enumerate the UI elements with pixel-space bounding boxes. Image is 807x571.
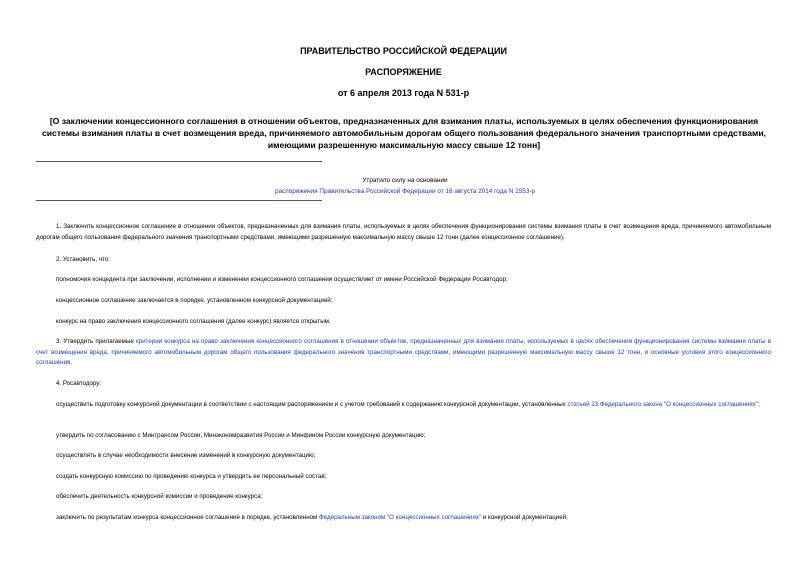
paragraph-4a (36, 400, 771, 411)
concession-law-link[interactable]: Федеральным законом "О концессионных соглашениях" (319, 514, 482, 521)
paragraph-4a-end: ; (758, 401, 760, 408)
paragraph-2c: конкурс на право заключения концессионного соглашения (далее конкурс) является открытым. (56, 318, 331, 325)
divider-top (36, 161, 322, 162)
paragraph-4: 4. Росавтодору: (56, 380, 102, 387)
paragraph-1: 1. Заключить концессионное соглашение в отношении объектов, предназначенных для взимания платы, используемых в целях обеспечения функционирования системы взимания платы в счет возмещения вреда, причиняемого автомобильным дорогам общего пользования федерального значения транспортными средствами, имеющими разрешенную максимальную массу свыше 12 тонн (далее концессионное соглашение). (36, 223, 771, 241)
paragraph-4f (36, 513, 771, 524)
paragraph-4d: создать конкурсную комиссию по проведению конкурса и утвердить ее персональный состав; (56, 473, 327, 480)
paragraph-4f-end: и конкурсной документацией; (481, 514, 568, 521)
status-note-text: Утратило силу на основании (362, 177, 448, 184)
divider-bottom (36, 200, 322, 201)
paragraph-4e: обеспечить деятельность конкурсной комиссии и проведение конкурса; (56, 493, 263, 500)
paragraph-4a-text: осуществить подготовку конкурсной документации в соответствии с настоящим распоряжением и с учетом требований к содержанию конкурсной документации, установленных (56, 401, 568, 408)
government-heading: ПРАВИТЕЛЬСТВО РОССИЙСКОЙ ФЕДЕРАЦИИ (300, 46, 507, 56)
law-article-link[interactable]: статьей 23 Федерального закона "О концессионных соглашениях" (567, 401, 759, 408)
paragraph-2b: концессионное соглашение заключается в порядке, установленном конкурсной документацией; (56, 297, 333, 304)
paragraph-2a: полномочия концедента при заключении, исполнении и изменении концессионного соглашения осуществляет от имени Российской Федерации Росавтодор; (56, 276, 508, 283)
paragraph-2: 2. Установить, что: (56, 256, 110, 263)
paragraph-4b: утвердить по согласованию с Минтрансом России, Минэкономразвития России и Минфином России конкурсную документацию; (56, 432, 426, 439)
document-title: [О заключении концессионного соглашения в отношении объектов, предназначенных для взимания платы, используемых в целях обеспечения функционирования системы взимания платы в счет возмещения вреда, причиняемого автомобильным дорогам общего пользования федерального значения транспортными средствами, имеющими разрешенную максимальную массу свыше 12 тонн] (41, 116, 767, 150)
status-note-link[interactable]: распоряжения Правительства Российской Федерации от 16 августа 2014 года N 1553-р (274, 188, 536, 195)
document-date-number: от 6 апреля 2013 года N 531-р (337, 88, 470, 98)
paragraph-3 (36, 337, 771, 369)
paragraph-3-text: 3. Утвердить прилагаемые (56, 338, 137, 345)
criteria-link[interactable]: критерии конкурса на право заключения концессионного соглашения в отношении объектов, предназначенных для взимания платы, используемых в целях обеспечения функционирования системы взимания платы в счет возмещения вреда, причиняемого автомобильным дорогам общего пользования федерального значения транспортными средствами, имеющими разрешенную максимальную массу свыше 12 тонн, и основные условия этого концессионного соглашения. (36, 338, 772, 366)
document-type-heading: РАСПОРЯЖЕНИЕ (365, 67, 442, 77)
status-note (240, 175, 570, 197)
paragraph-4c: осуществлять в случае необходимости внесение изменений в конкурсную документацию; (56, 452, 316, 459)
paragraph-4f-text: заключить по результатам конкурса концессионное соглашение в порядке, установленном (56, 514, 320, 521)
